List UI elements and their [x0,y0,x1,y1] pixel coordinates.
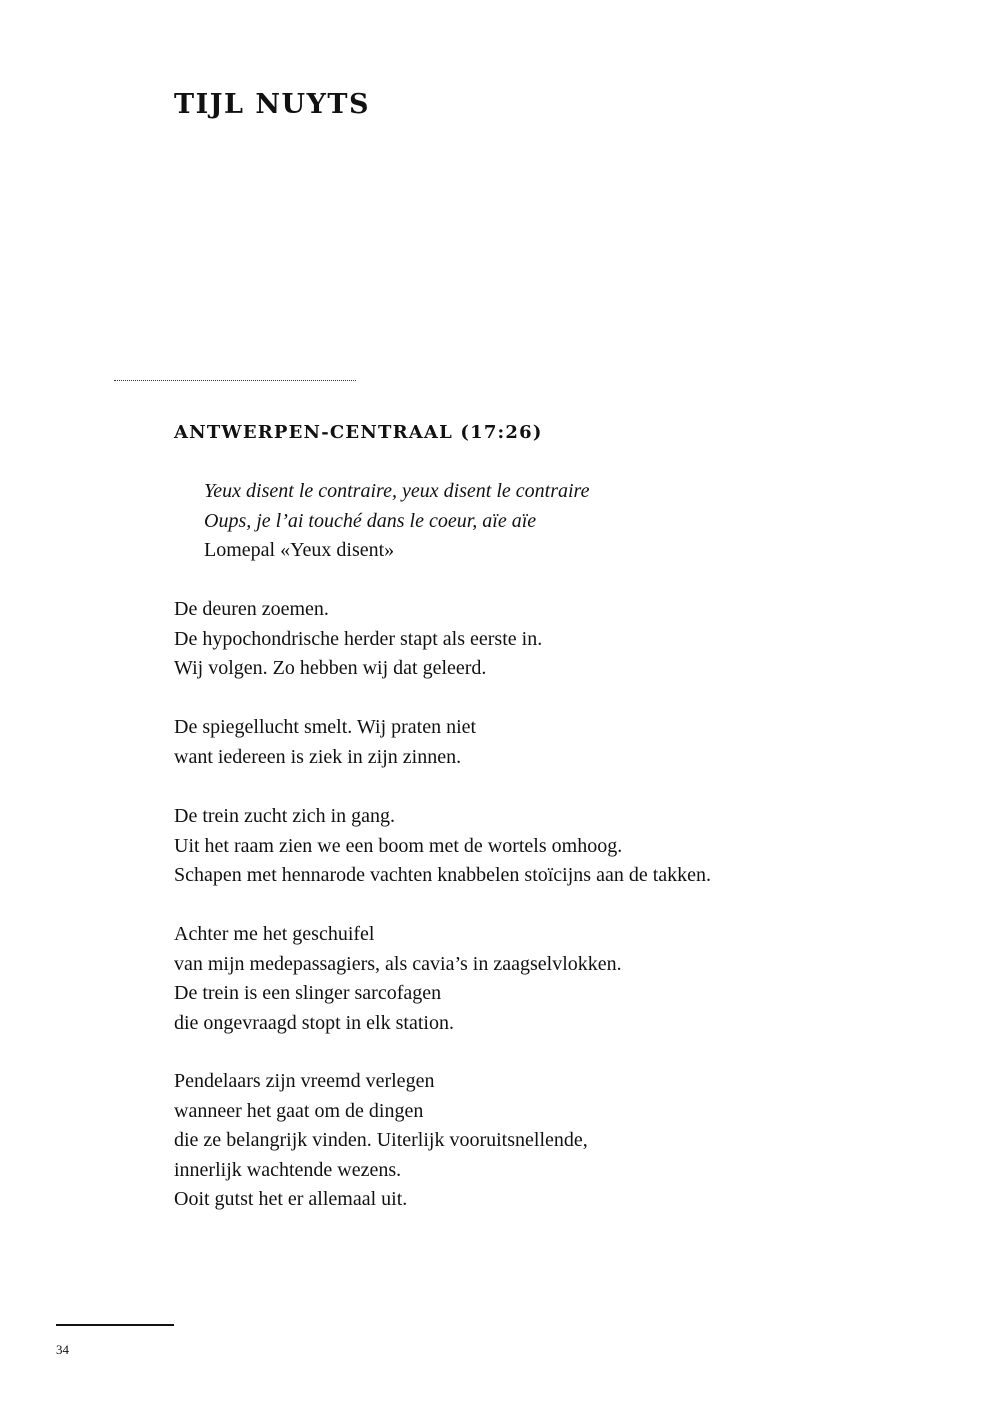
poem-line: van mijn medepassagiers, als cavia’s in zaagselvlokken. [174,952,622,975]
poem-line: Ooit gutst het er allemaal uit. [174,1188,408,1210]
stanza [174,920,622,1038]
epigraph [204,477,589,566]
poem-line: die ongevraagd stopt in elk station. [174,1011,454,1034]
page-number: 34 [56,1342,69,1357]
epigraph-line: Oups, je l’ai touché dans le coeur, aïe aïe [204,509,537,532]
poem-line: Pendelaars zijn vreemd verlegen [174,1070,435,1092]
poem-title: ANTWERPEN-CENTRAAL (17:26) [174,422,543,443]
poem-line: die ze belangrijk vinden. Uiterlijk vooruitsnellende, [174,1129,588,1151]
stanza [174,1067,588,1215]
poem-line: De spiegellucht smelt. Wij praten niet [174,716,477,738]
poem-line: De trein is een slinger sarcofagen [174,982,442,1004]
poem-line: Achter me het geschuifel [174,923,375,945]
poem-line: De hypochondrische herder stapt als eerste in. [174,627,543,650]
stanza [174,595,542,684]
poem-line: Uit het raam zien we een boom met de wortels omhoog. [174,834,623,857]
footer-rule [56,1324,174,1326]
epigraph-line: Yeux disent le contraire, yeux disent le contraire [204,480,590,502]
poem-line: De trein zucht zich in gang. [174,805,396,827]
poem-line: Schapen met hennarode vachten knabbelen stoïcijns aan de takken. [174,864,712,886]
poem-line: Wij volgen. Zo hebben wij dat geleerd. [174,657,487,679]
dotted-divider [114,380,356,381]
author-name: TIJL NUYTS [174,89,370,120]
epigraph-attribution: Lomepal «Yeux disent» [204,539,395,561]
poem-line: want iedereen is ziek in zijn zinnen. [174,745,462,768]
stanza [174,713,476,772]
stanza [174,802,711,891]
poem-line: De deuren zoemen. [174,598,329,620]
poem-line: innerlijk wachtende wezens. [174,1158,402,1181]
poem-line: wanneer het gaat om de dingen [174,1099,424,1122]
